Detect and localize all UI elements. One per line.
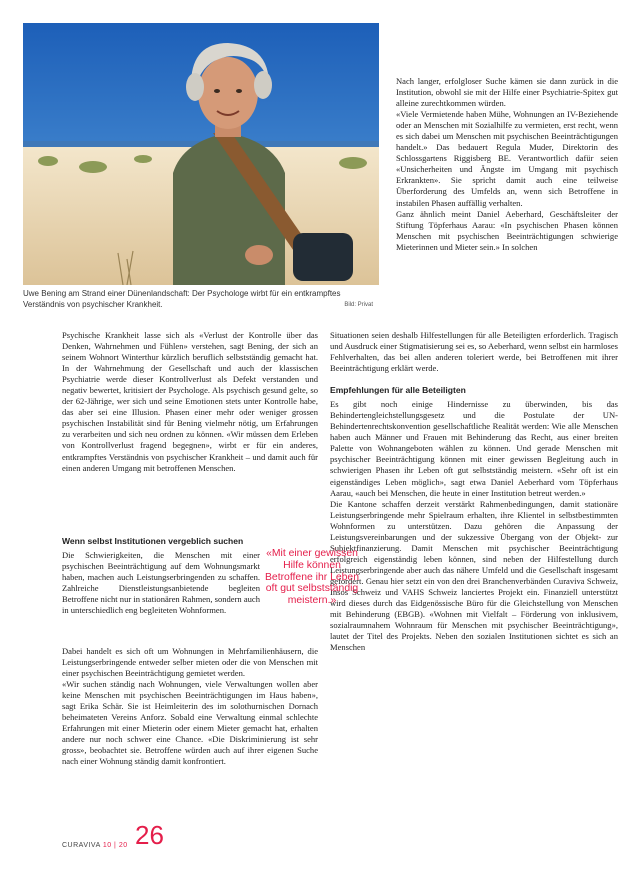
photo-caption: [23, 289, 379, 310]
paragraph: Die Kantone schaffen derzeit verstärkt Rahmenbedingungen, damit stationäre Leistungserbringende mehr Spielraum erhalten, ihre Klientel in selbstbestimmten Wohnformen zu unterstützen. Dazu gehören die Anpassung der Leistungsvereinbarungen und der sukzessive Übergang von der Objekt- zur Subjektfinanzierung. Damit Menschen mit psychischer Beeinträchtigung erfolgreich eigenständig leben können, sind neben der Hilfestellung durch Leistungserbringende aber auch das nähere Umfeld und die Gesellschaft insgesamt gefordert. Genau hier setzt ein von den drei Branchenverbänden Curaviva Schweiz, Insos Schweiz und VAHS Schweiz lanciertes Projekt ein. Finanziell unterstützt wird dieses durch das Eidgenössische Büro für die Gleichstellung von Menschen mit Behinderung (EBGB). «Wohnen mit Vielfalt – Förderung von inklusivem, sozialraumnahem Wohnraum für Menschen mit psychischer Beeinträchtigung», lautet der Titel des Projekts. Neben den sozialen Institutionen sichtet es sich an Menschen: [330, 498, 618, 653]
paragraph: Ganz ähnlich meint Daniel Aeberhard, Geschäftsleiter der Stiftung Töpferhaus Aarau: «In psychischen Phasen können Menschen mit psychischen Beeinträchtigungen schwierige Mieterinnen und Mieter sein.» In solchen: [396, 208, 618, 252]
section-heading: Wenn selbst Institutionen vergeblich suchen: [62, 536, 244, 546]
paragraph: «Wir suchen ständig nach Wohnungen, viele Verwaltungen wollen aber keine Menschen mit psychischen Beeinträchtigungen im Haus haben», sagt Erika Schär. Sie ist Heimleiterin des im solothurnischen Dornach beheimateten Vereins Anforz. Sobald eine Verwaltung einmal schlechte Erfahrungen mit einer Mieterin oder einem Mieter gemacht hat, erhalten andere nur noch schwer eine Chance. «Die Diskriminierung ist sehr gross», beobachtet sie. Betroffene würden auch auf ihrer eigenen Suche nach einer Wohnung ständig damit konfrontiert.: [62, 679, 318, 767]
portrait-illustration: [23, 23, 379, 285]
article-photo: [23, 23, 379, 285]
left-column-section: [62, 536, 260, 616]
paragraph: «Viele Vermietende haben Mühe, Wohnungen an IV-Beziehende oder an Menschen mit Sozialhilfe zu vermieten, erst recht, wenn es sich dabei um Menschen mit psychischen Beeinträchtigungen handelt.» Das bedauert Regula Muder, Direktorin des Schlossgartens Riggisberg BE. Verantwortlich dafür seien «Unsicherheiten und Ängste im Umgang mit psychisch Erkrankten». Sie spricht damit auch eine teilweise Überforderung des Umfelds an, wenn sich Betroffene in instabilen Phasen auffällig verhalten.: [396, 109, 618, 208]
caption-text: Uwe Bening am Strand einer Dünenlandschaft: Der Psychologe wirbt für ein entkrampftes Verständnis von psychischer Krankheit.: [23, 289, 341, 309]
paragraph: Dabei handelt es sich oft um Wohnungen in Mehrfamilienhäusern, die Leistungserbringende entweder selber mieten oder die von Menschen mit einer psychischen Beeinträchtigung gemietet werden.: [62, 646, 318, 679]
left-column-intro: [62, 330, 318, 474]
paragraph: Es gibt noch einige Hindernisse zu überwinden, bis das Behindertengleichstellungsgesetz und die Postulate der UN-Behindertenrechtskonvention gesellschaftliche Realität werden: Wie alle Menschen haben auch Männer und Frauen mit Behinderung das Recht, aus einer breiten Palette von Wohnangeboten wählen zu können. Und gerade Menschen mit psychischer Beeinträchtigung können mit einer gewissen Begleitung auch in schwierigen Phasen ihr Leben oft gut selbstständig meistern. «Sehr oft ist ein eigenständiges Leben möglich», sagt etwa Daniel Aeberhard vom Töpferhaus Aarau, «auch bei Menschen, die heute in einer Institution betreut werden.»: [330, 399, 618, 498]
paragraph: Situationen seien deshalb Hilfestellungen für alle Beteiligten erforderlich. Tragisch und Ausdruck einer Stigmatisierung sei es, so Aeberhard, wenn selbst ein harmloses Fehlverhalten, das bei allen anderen toleriert werde, bei Betroffenen mit ihrer Beeinträchtigung erklärt werde.: [330, 330, 618, 374]
right-column-top: [396, 76, 618, 253]
paragraph: Die Schwierigkeiten, die Menschen mit einer psychischen Beeinträchtigung auf dem Wohnungsmarkt haben, machen auch Leistungserbringenden zu schaffen. Zahlreiche Dienstleistungsanbietende begleiten Betroffene nicht nur in stationären Rahmen, sondern auch in unterschiedlich eng begleiteten Wohnformen.: [62, 550, 260, 616]
right-column-bottom: [330, 330, 618, 653]
magazine-title: CURAVIVA: [62, 842, 101, 849]
issue-number: 10 | 20: [102, 842, 128, 849]
paragraph: Psychische Krankheit lasse sich als «Verlust der Kontrolle über das Denken, Wahrnehmen und Fühlen» verstehen, sagt Bening, der sich an seinem Wohnort Winterthur kürzlich beruflich selbstständig gemacht hat. In der Wahrnehmung der Gesellschaft und auch der klassischen Psychiatrie werde dieser Kontrollverlust als Defekt verstanden und negativ bewertet, kritisiert der Psychologe. Als psychisch gesund gelte, so der 62-Jährige, wer sich und seine Emotionen stets unter Kontrolle habe, das aber sei eine Illusion. Phasen einer mehr oder weniger grossen psychischen Instabilität sind für Bening vielmehr nötig, um Erfahrungen zu verarbeiten und sich neu ordnen zu können. «Wir müssen dem Erleben von Kontrollverlust fragend begegnen», wirbt er für ein anderes, entkrampftes Verständnis von psychischer Krankheit – und damit auch für einen anderen Umgang mit betroffenen Menschen.: [62, 330, 318, 473]
photo-credit: Bild: Privat: [344, 301, 373, 308]
magazine-name: [62, 842, 128, 849]
left-column-continued: [62, 646, 318, 768]
pull-quote: «Mit einer gewissen Hilfe können Betroffene ihr Leben oft gut selbstständig meistern.»: [265, 548, 359, 607]
section-heading: Empfehlungen für alle Beteiligten: [330, 385, 466, 396]
paragraph: Nach langer, erfolgloser Suche kämen sie dann zurück in die Institution, obwohl sie mit der Hilfe einer Psychiatrie-Spitex gut alleine zurechtkommen würden.: [396, 76, 618, 109]
page-number: 26: [135, 820, 164, 850]
